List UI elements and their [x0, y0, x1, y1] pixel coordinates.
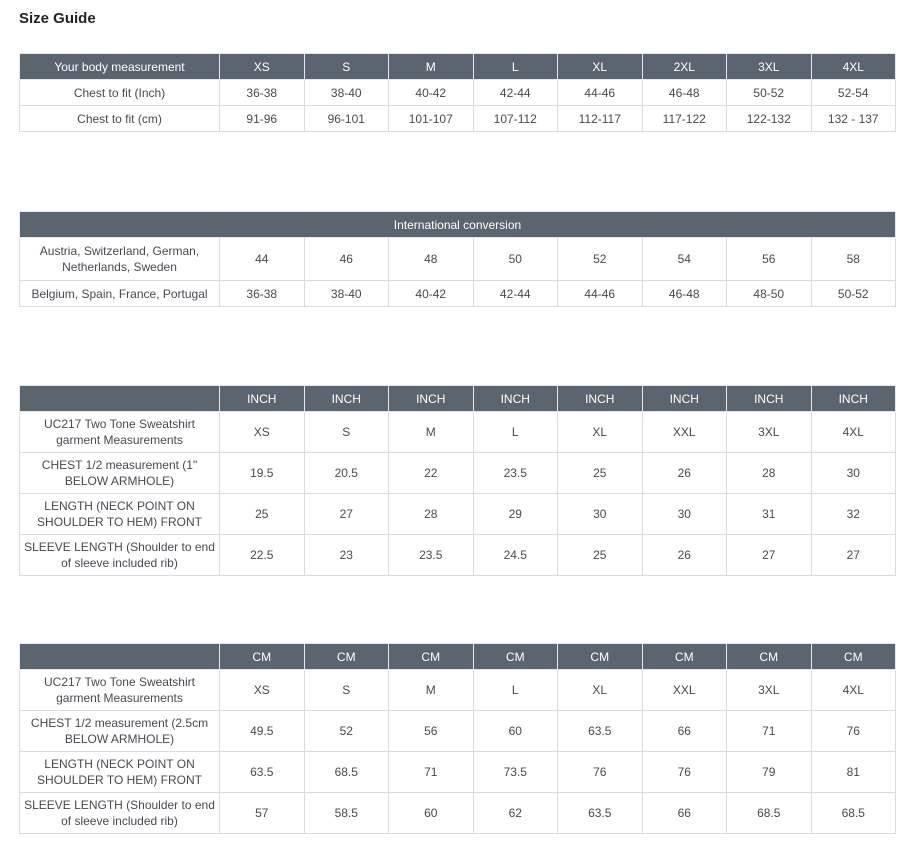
table-header-row	[20, 386, 896, 412]
header-cell	[20, 386, 220, 412]
table-cell: 44-46	[558, 281, 643, 307]
table-cell: 68.5	[727, 793, 812, 834]
table-cell: 101-107	[389, 106, 474, 132]
table-cell: 63.5	[558, 711, 643, 752]
table-cell: 22	[389, 453, 474, 494]
header-cell: Your body measurement	[20, 54, 220, 80]
table-cell: 30	[558, 494, 643, 535]
table-cell: 44-46	[558, 80, 643, 106]
header-cell: CM	[811, 644, 896, 670]
table-cell: 4XL	[811, 670, 896, 711]
table-cell: 30	[811, 453, 896, 494]
row-label: Austria, Switzerland, German, Netherlands, Sweden	[20, 238, 220, 281]
header-cell: CM	[220, 644, 305, 670]
cm-measurements-table	[19, 643, 896, 834]
table-cell: 81	[811, 752, 896, 793]
body-measurement-table	[19, 53, 896, 132]
table-cell: 4XL	[811, 412, 896, 453]
header-cell: INCH	[727, 386, 812, 412]
table-row	[20, 793, 896, 834]
table-cell: 58	[811, 238, 896, 281]
row-label: LENGTH (NECK POINT ON SHOULDER TO HEM) FRONT	[20, 752, 220, 793]
table-cell: 48	[389, 238, 474, 281]
header-cell: CM	[473, 644, 558, 670]
row-label: SLEEVE LENGTH (Shoulder to end of sleeve included rib)	[20, 793, 220, 834]
table-cell: 38-40	[304, 80, 389, 106]
table-cell: 27	[304, 494, 389, 535]
header-cell: INCH	[304, 386, 389, 412]
row-label: UC217 Two Tone Sweatshirt garment Measurements	[20, 670, 220, 711]
header-cell: INCH	[642, 386, 727, 412]
international-conversion-table	[19, 211, 896, 307]
table-cell: 36-38	[220, 80, 305, 106]
table-cell: XS	[220, 670, 305, 711]
table-cell: 52	[304, 711, 389, 752]
table-cell: 22.5	[220, 535, 305, 576]
row-label: CHEST 1/2 measurement (1" BELOW ARMHOLE)	[20, 453, 220, 494]
table-cell: 96-101	[304, 106, 389, 132]
table-cell: 49.5	[220, 711, 305, 752]
table-cell: S	[304, 412, 389, 453]
table-cell: 20.5	[304, 453, 389, 494]
table-row	[20, 80, 896, 106]
table-cell: 40-42	[389, 80, 474, 106]
table-cell: 25	[558, 453, 643, 494]
table-cell: 26	[642, 535, 727, 576]
table-cell: 63.5	[558, 793, 643, 834]
header-cell: M	[389, 54, 474, 80]
table-cell: L	[473, 670, 558, 711]
table-cell: L	[473, 412, 558, 453]
table-cell: 44	[220, 238, 305, 281]
page-title: Size Guide	[19, 10, 96, 27]
table-cell: 132 - 137	[811, 106, 896, 132]
table-cell: XS	[220, 412, 305, 453]
table-cell: 31	[727, 494, 812, 535]
table-cell: 76	[642, 752, 727, 793]
header-cell: INCH	[473, 386, 558, 412]
header-cell: INCH	[558, 386, 643, 412]
table-cell: 57	[220, 793, 305, 834]
table-cell: 50-52	[811, 281, 896, 307]
table-cell: 23.5	[473, 453, 558, 494]
table-cell: 107-112	[473, 106, 558, 132]
table-cell: 50	[473, 238, 558, 281]
table-cell: XXL	[642, 670, 727, 711]
table-cell: 38-40	[304, 281, 389, 307]
table-cell: 42-44	[473, 80, 558, 106]
table-cell: M	[389, 670, 474, 711]
table-cell: 68.5	[811, 793, 896, 834]
table-row	[20, 711, 896, 752]
table-header-row	[20, 644, 896, 670]
table-cell: 52-54	[811, 80, 896, 106]
table-cell: 42-44	[473, 281, 558, 307]
table-cell: 24.5	[473, 535, 558, 576]
table-cell: 60	[473, 711, 558, 752]
table-row	[20, 670, 896, 711]
header-cell: 2XL	[642, 54, 727, 80]
table-row	[20, 412, 896, 453]
row-label: SLEEVE LENGTH (Shoulder to end of sleeve included rib)	[20, 535, 220, 576]
table-cell: 46	[304, 238, 389, 281]
table-cell: 54	[642, 238, 727, 281]
table-cell: 40-42	[389, 281, 474, 307]
header-cell: CM	[558, 644, 643, 670]
header-cell: INCH	[811, 386, 896, 412]
table-cell: XXL	[642, 412, 727, 453]
inch-measurements-table	[19, 385, 896, 576]
header-cell: CM	[727, 644, 812, 670]
table-cell: 46-48	[642, 281, 727, 307]
row-label: CHEST 1/2 measurement (2.5cm BELOW ARMHOLE)	[20, 711, 220, 752]
header-cell: L	[473, 54, 558, 80]
table-cell: XL	[558, 412, 643, 453]
table-cell: 62	[473, 793, 558, 834]
table-cell: 50-52	[727, 80, 812, 106]
table-cell: 30	[642, 494, 727, 535]
table-cell: 52	[558, 238, 643, 281]
table-cell: 28	[389, 494, 474, 535]
table-row	[20, 453, 896, 494]
table-row	[20, 535, 896, 576]
table-cell: 60	[389, 793, 474, 834]
table-cell: 117-122	[642, 106, 727, 132]
table-cell: 68.5	[304, 752, 389, 793]
conversion-title: International conversion	[20, 212, 896, 238]
header-cell: CM	[642, 644, 727, 670]
table-cell: XL	[558, 670, 643, 711]
table-row	[20, 106, 896, 132]
header-cell: 3XL	[727, 54, 812, 80]
header-cell: 4XL	[811, 54, 896, 80]
row-label: UC217 Two Tone Sweatshirt garment Measurements	[20, 412, 220, 453]
table-row	[20, 281, 896, 307]
table-cell: 29	[473, 494, 558, 535]
table-cell: 122-132	[727, 106, 812, 132]
table-cell: 23.5	[389, 535, 474, 576]
table-cell: 48-50	[727, 281, 812, 307]
table-cell: 25	[220, 494, 305, 535]
table-cell: 56	[389, 711, 474, 752]
table-cell: S	[304, 670, 389, 711]
table-cell: 76	[811, 711, 896, 752]
table-cell: 66	[642, 793, 727, 834]
header-cell: CM	[304, 644, 389, 670]
table-header-row	[20, 54, 896, 80]
row-label: Chest to fit (Inch)	[20, 80, 220, 106]
table-cell: 56	[727, 238, 812, 281]
table-cell: 23	[304, 535, 389, 576]
table-cell: 73.5	[473, 752, 558, 793]
header-cell: CM	[389, 644, 474, 670]
header-cell: S	[304, 54, 389, 80]
header-cell	[20, 644, 220, 670]
table-cell: 27	[811, 535, 896, 576]
table-cell: 36-38	[220, 281, 305, 307]
row-label: Chest to fit (cm)	[20, 106, 220, 132]
header-cell: INCH	[220, 386, 305, 412]
table-cell: 26	[642, 453, 727, 494]
table-cell: 112-117	[558, 106, 643, 132]
header-cell: INCH	[389, 386, 474, 412]
table-cell: 76	[558, 752, 643, 793]
table-row	[20, 752, 896, 793]
table-row	[20, 238, 896, 281]
table-cell: M	[389, 412, 474, 453]
header-cell: XL	[558, 54, 643, 80]
header-cell: XS	[220, 54, 305, 80]
table-cell: 71	[389, 752, 474, 793]
row-label: LENGTH (NECK POINT ON SHOULDER TO HEM) FRONT	[20, 494, 220, 535]
row-label: Belgium, Spain, France, Portugal	[20, 281, 220, 307]
table-cell: 63.5	[220, 752, 305, 793]
table-row	[20, 494, 896, 535]
table-cell: 58.5	[304, 793, 389, 834]
table-header-row	[20, 212, 896, 238]
table-cell: 19.5	[220, 453, 305, 494]
table-cell: 91-96	[220, 106, 305, 132]
table-cell: 25	[558, 535, 643, 576]
table-cell: 28	[727, 453, 812, 494]
table-cell: 32	[811, 494, 896, 535]
table-cell: 3XL	[727, 670, 812, 711]
table-cell: 79	[727, 752, 812, 793]
table-cell: 46-48	[642, 80, 727, 106]
table-cell: 27	[727, 535, 812, 576]
table-cell: 66	[642, 711, 727, 752]
table-cell: 3XL	[727, 412, 812, 453]
table-cell: 71	[727, 711, 812, 752]
